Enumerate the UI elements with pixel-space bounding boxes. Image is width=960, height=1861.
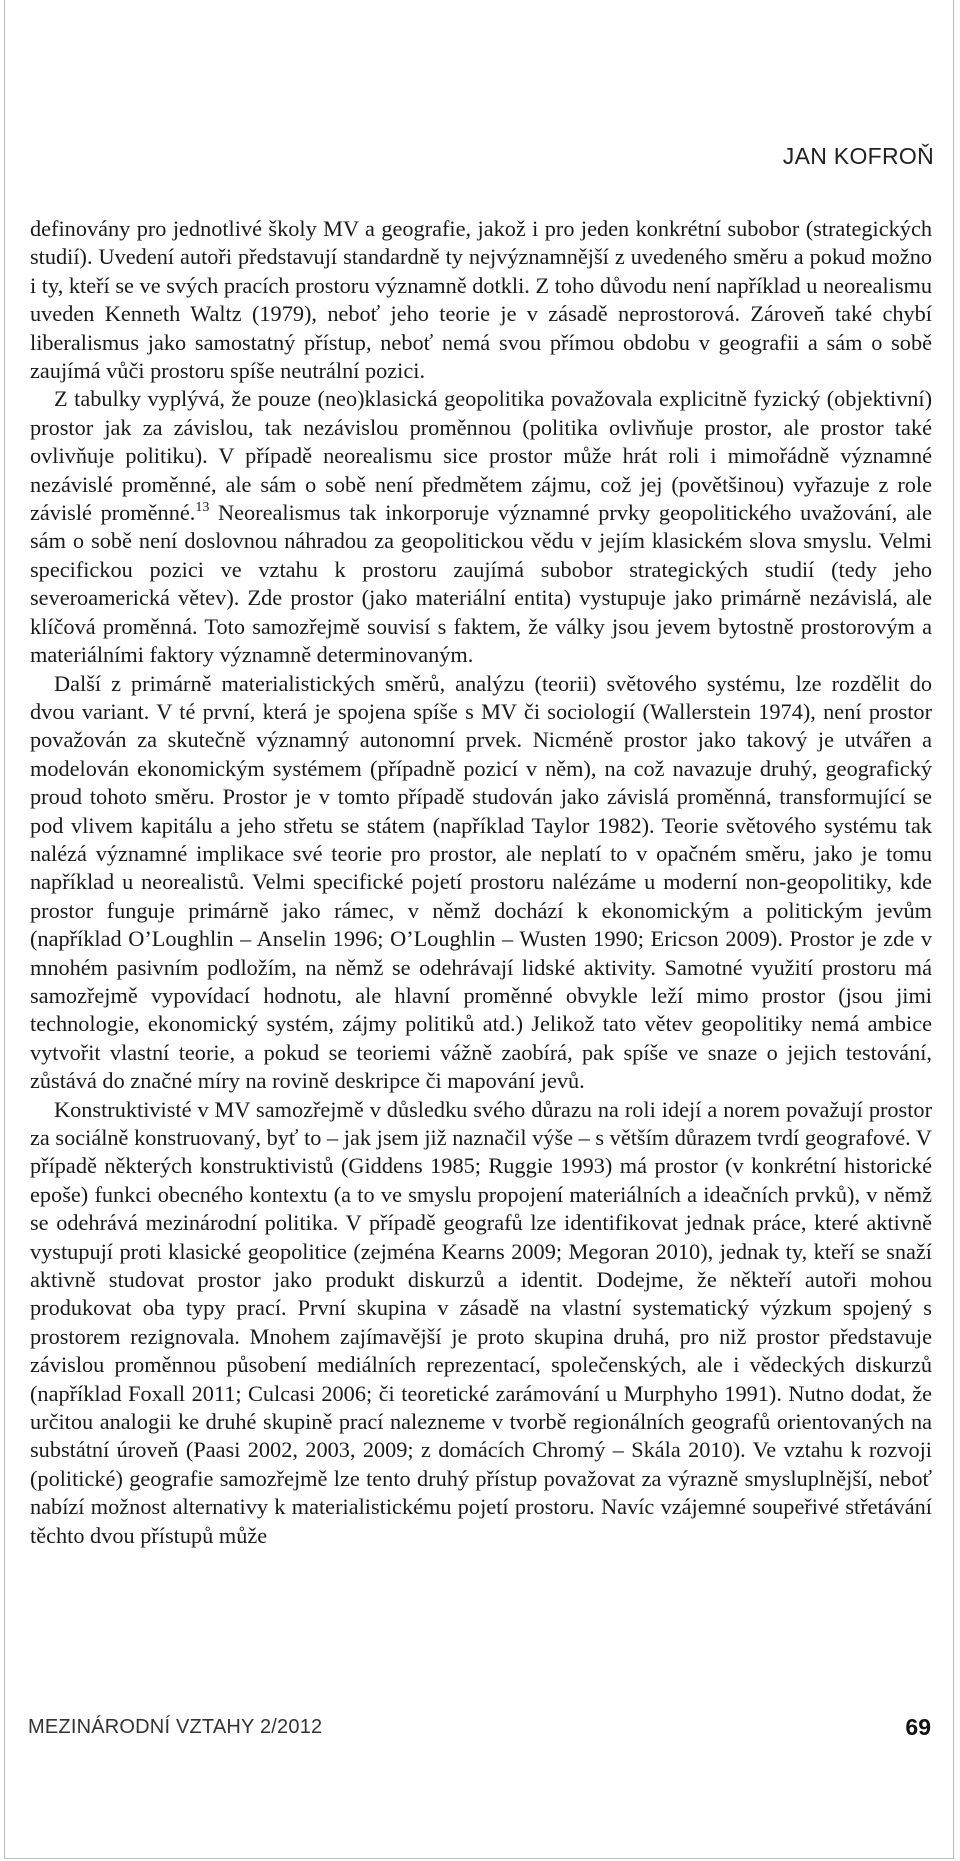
paragraph-2 [30,385,932,669]
paragraph-1: definovány pro jednotlivé školy MV a geografie, jakož i pro jeden konkrétní subobor (strategických studií). Uvedení autoři představují standardně ty nejvýznamnější z uvedeného směru a pokud možno i ty, kteří se ve svých pracích prostoru významně dotkli. Z toho důvodu není například u neorealismu uveden Kenneth Waltz (1979), neboť jeho teorie je v zásadě neprostorová. Zároveň také chybí liberalismus jako samostatný přístup, neboť nemá svou přímou obdobu v geografii a sám o sobě zaujímá vůči prostoru spíše neutrální pozici. [30,216,932,384]
footer-journal-title: MEZINÁRODNÍ VZTAHY 2/2012 [28,1716,323,1738]
paragraph-3: Další z primárně materialistických směrů, analýzu (teorii) světového systému, lze rozdělit do dvou variant. V té první, která je spojena spíše s MV či sociologií (Wallerstein 1974), není prostor považován za skutečně významný autonomní prvek. Nicméně prostor jako takový je utvářen a modelován ekonomickým systémem (případně pozicí v něm), na což navazuje druhý, geografický proud tohoto směru. Prostor je v tomto případě studován jako závislá proměnná, transformující se pod vlivem kapitálu a jeho střetu se státem (například Taylor 1982). Teorie světového systému tak nalézá významné implikace své teorie pro prostor, ale neplatí to v opačném směru, jako je tomu například u neorealistů. Velmi specifické pojetí prostoru nalézáme u moderní non-geopolitiky, kde prostor funguje primárně jako rámec, v němž dochází k ekonomickým a politickým jevům (například O’Loughlin – Anselin 1996; O’Loughlin – Wusten 1990; Ericson 2009). Prostor je zde v mnohém pasivním podložím, na němž se odehrávají lidské aktivity. Samotné využití prostoru má samozřejmě vypovídací hodnotu, ale hlavní proměnné obvykle leží mimo prostor (jsou jimi technologie, ekonomický systém, zájmy politiků atd.) Jelikož tato větev geopolitiky nemá ambice vytvořit vlastní teorie, a pokud se teoriemi vážně zaobírá, pak spíše ve snaze o jejich testování, zůstává do značné míry na rovině deskripce či mapování jevů. [30,670,932,1094]
footer-page-number: 69 [905,1714,931,1740]
running-head-author: JAN KOFROŇ [782,143,934,169]
paragraph-2-text-before-note: Z tabulky vyplývá, že pouze (neo)klasická geopolitika považovala explicitně fyzický (objektivní) prostor jak za závislou, tak nezávislou proměnnou (politika ovlivňuje prostor, ale prostor také ovlivňuje politiku). V případě neorealismu sice prostor může hrát roli i mimořádně významné nezávislé proměnné, ale sám o sobě není předmětem zájmu, což jej (povětšinou) vyřazuje z role závislé proměnné. [30,386,932,526]
paragraph-2-text-after-note: Neorealismus tak inkorporuje významné prvky geopolitického uvažování, ale sám o sobě není doslovnou náhradou za geopolitickou vědu v jejím klasickém slova smyslu. Velmi specifickou pozici ve vztahu k prostoru zaujímá subobor strategických studií (tedy jeho severoamerická větev). Zde prostor (jako materiální entita) vystupuje jako primárně nezávislá, ale klíčová proměnná. Toto samozřejmě souvisí s faktem, že války jsou jevem bytostně prostorovým a materiálními faktory významně determinovaným. [30,500,932,668]
footnote-marker: 13 [195,500,210,516]
paragraph-4: Konstruktivisté v MV samozřejmě v důsledku svého důrazu na roli idejí a norem považují prostor za sociálně konstruovaný, byť to – jak jsem již naznačil výše – s větším důrazem tvrdí geografové. V případě některých konstruktivistů (Giddens 1985; Ruggie 1993) má prostor (v konkrétní historické epoše) funkci obecného kontextu (a to ve smyslu propojení materiálních a ideačních prvků), v němž se odehrává mezinárodní politika. V případě geografů lze identifikovat jednak práce, které aktivně vystupují proti klasické geopolitice (zejména Kearns 2009; Megoran 2010), jednak ty, kteří se snaží aktivně studovat prostor jako produkt diskurzů a identit. Dodejme, že někteří autoři mohou produkovat oba typy prací. První skupina v zásadě na vlastní systematický výzkum spojený s prostorem rezignovala. Mnohem zajímavější je proto skupina druhá, pro niž prostor představuje závislou proměnnou působení mediálních reprezentací, společenských, ale i vědeckých diskurzů (například Foxall 2011; Culcasi 2006; či teoretické zarámování u Murphyho 1991). Nutno dodat, že určitou analogii ke druhé skupině prací nalezneme v tvorbě regionálních geografů orientovaných na substátní úroveň (Paasi 2002, 2003, 2009; z domácích Chromý – Skála 2010). Ve vztahu k rozvoji (politické) geografie samozřejmě lze tento druhý přístup považovat za výrazně smysluplnější, neboť nabízí možnost alternativy k materialistickému pojetí prostoru. Navíc vzájemné soupeřivé střetávání těchto dvou přístupů může [30,1096,932,1548]
body-text [30,215,932,1550]
